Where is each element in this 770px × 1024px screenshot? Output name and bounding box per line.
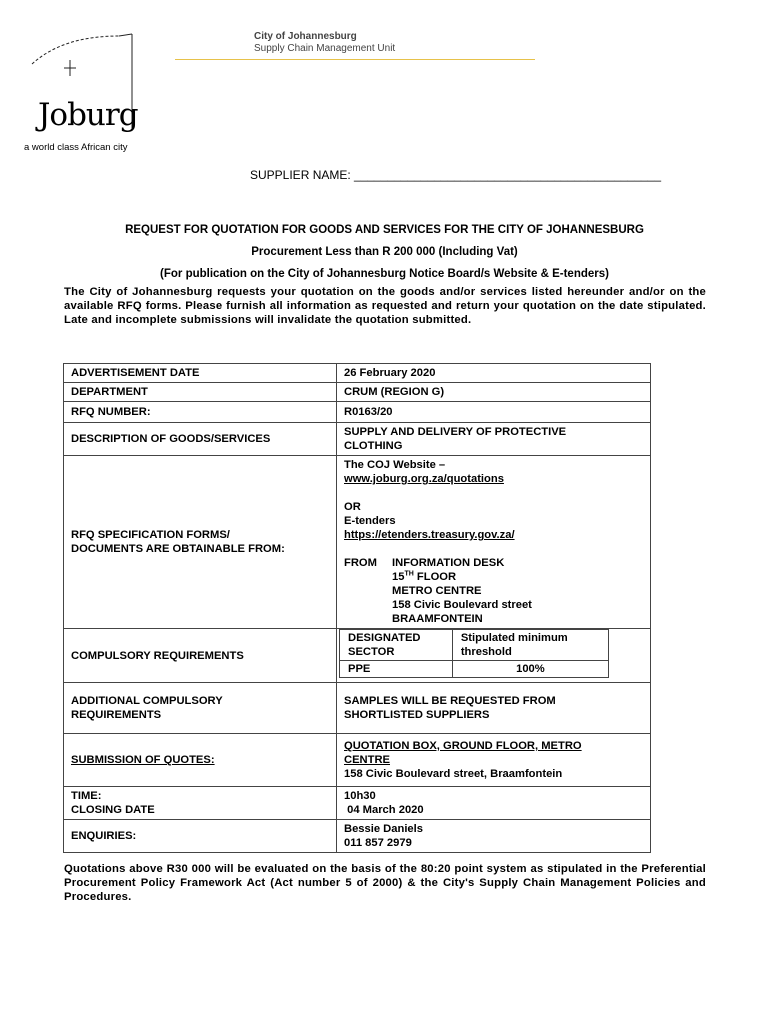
submission-label-text: SUBMISSION OF QUOTES: <box>71 754 215 766</box>
rfq-details-table <box>63 363 651 853</box>
threshold-table <box>339 629 609 678</box>
logo-tagline: a world class African city <box>24 142 128 153</box>
threshold-value: 100% <box>452 661 608 678</box>
table-row <box>64 787 651 820</box>
submission-label <box>64 734 337 787</box>
department-value: CRUM (REGION G) <box>337 383 651 402</box>
joburg-logo <box>24 30 139 155</box>
submission-value: QUOTATION BOX, GROUND FLOOR, METRO CENTRE 158 Civic Boulevard street, Braamfontein <box>337 734 651 787</box>
closing-values <box>337 787 651 820</box>
additional-requirements-value: SAMPLES WILL BE REQUESTED FROM SHORTLISTED SUPPLIERS <box>337 683 651 734</box>
department-label: DEPARTMENT <box>64 383 337 402</box>
coj-quotations-link[interactable]: www.joburg.org.za/quotations <box>344 473 504 485</box>
organisation-header <box>254 31 395 55</box>
street-text: 158 Civic Boulevard street <box>392 599 532 611</box>
table-row <box>64 456 651 629</box>
contact-name: Bessie Daniels <box>344 823 423 835</box>
evaluation-note: Quotations above R30 000 will be evaluated on the basis of the 80:20 point system as stipulated in the Preferential Procurement Policy Framework Act (Act number 5 of 2000) & the City's Supply Chain Management Policies and Procedures. <box>64 863 706 903</box>
description-value <box>337 423 651 456</box>
table-row <box>64 364 651 383</box>
rfq-number-label: RFQ NUMBER: <box>64 402 337 423</box>
designated-sector-header: DESIGNATED SECTOR <box>340 630 453 661</box>
table-row <box>64 629 651 683</box>
contact-phone: 011 857 2979 <box>344 837 412 849</box>
supplier-name-line: SUPPLIER NAME: ______________________________________________ <box>250 168 662 182</box>
enquiries-label: ENQUIRIES: <box>64 820 337 853</box>
rfq-number-value: R0163/20 <box>337 402 651 423</box>
spec-label-line: DOCUMENTS ARE OBTAINABLE FROM: <box>71 543 285 555</box>
table-row <box>64 383 651 402</box>
table-row <box>340 661 609 678</box>
coj-website-text: The COJ Website – <box>344 459 446 471</box>
closing-date-label: CLOSING DATE <box>71 804 155 816</box>
etenders-text: E-tenders <box>344 515 396 527</box>
from-label: FROM <box>344 557 377 569</box>
closing-date-value: 04 March 2020 <box>344 804 424 816</box>
collection-address <box>344 556 643 626</box>
sector-value: PPE <box>340 661 453 678</box>
enquiries-value <box>337 820 651 853</box>
description-line: SUPPLY AND DELIVERY OF PROTECTIVE <box>344 426 567 438</box>
publication-note: (For publication on the City of Johannesburg Notice Board/s Website & E-tenders) <box>160 268 609 280</box>
main-title: REQUEST FOR QUOTATION FOR GOODS AND SERVICES FOR THE CITY OF JOHANNESBURG <box>125 224 644 236</box>
description-line: CLOTHING <box>344 440 403 452</box>
info-desk-text: INFORMATION DESK <box>392 557 505 569</box>
building-text: METRO CENTRE <box>392 585 482 597</box>
table-row <box>64 734 651 787</box>
intro-paragraph: The City of Johannesburg requests your quotation on the goods and/or services listed hereunder and/or on the available RFQ forms. Please furnish all information as requested and return your quotation on the date stipulated. Late and incomplete submissions will invalidate the quotation submitted. <box>64 286 706 326</box>
logo-wordmark: Joburg <box>38 97 138 133</box>
etenders-link[interactable]: https://etenders.treasury.gov.za/ <box>344 529 515 541</box>
spec-forms-value <box>337 456 651 629</box>
closing-labels <box>64 787 337 820</box>
org-name: City of Johannesburg <box>254 31 357 42</box>
org-unit: Supply Chain Management Unit <box>254 43 396 54</box>
additional-requirements-label: ADDITIONAL COMPULSORY REQUIREMENTS <box>64 683 337 734</box>
compulsory-requirements-label: COMPULSORY REQUIREMENTS <box>64 629 337 683</box>
spec-label-line: RFQ SPECIFICATION FORMS/ <box>71 529 230 541</box>
compulsory-requirements-value <box>337 629 651 683</box>
table-row <box>340 630 609 661</box>
table-row <box>64 820 651 853</box>
table-row <box>64 402 651 423</box>
description-label: DESCRIPTION OF GOODS/SERVICES <box>64 423 337 456</box>
or-text: OR <box>344 501 361 513</box>
time-value: 10h30 <box>344 790 376 802</box>
procurement-subtitle: Procurement Less than R 200 000 (Including Vat) <box>251 246 518 258</box>
threshold-header: Stipulated minimum threshold <box>452 630 608 661</box>
suburb-text: BRAAMFONTEIN <box>392 613 483 625</box>
spec-forms-label <box>64 456 337 629</box>
table-row <box>64 683 651 734</box>
header-divider <box>175 59 535 60</box>
floor-text: 15TH FLOOR <box>392 570 457 583</box>
time-label: TIME: <box>71 790 102 802</box>
advertisement-date-label: ADVERTISEMENT DATE <box>64 364 337 383</box>
document-titles <box>62 222 707 288</box>
table-row <box>64 423 651 456</box>
advertisement-date-value: 26 February 2020 <box>337 364 651 383</box>
